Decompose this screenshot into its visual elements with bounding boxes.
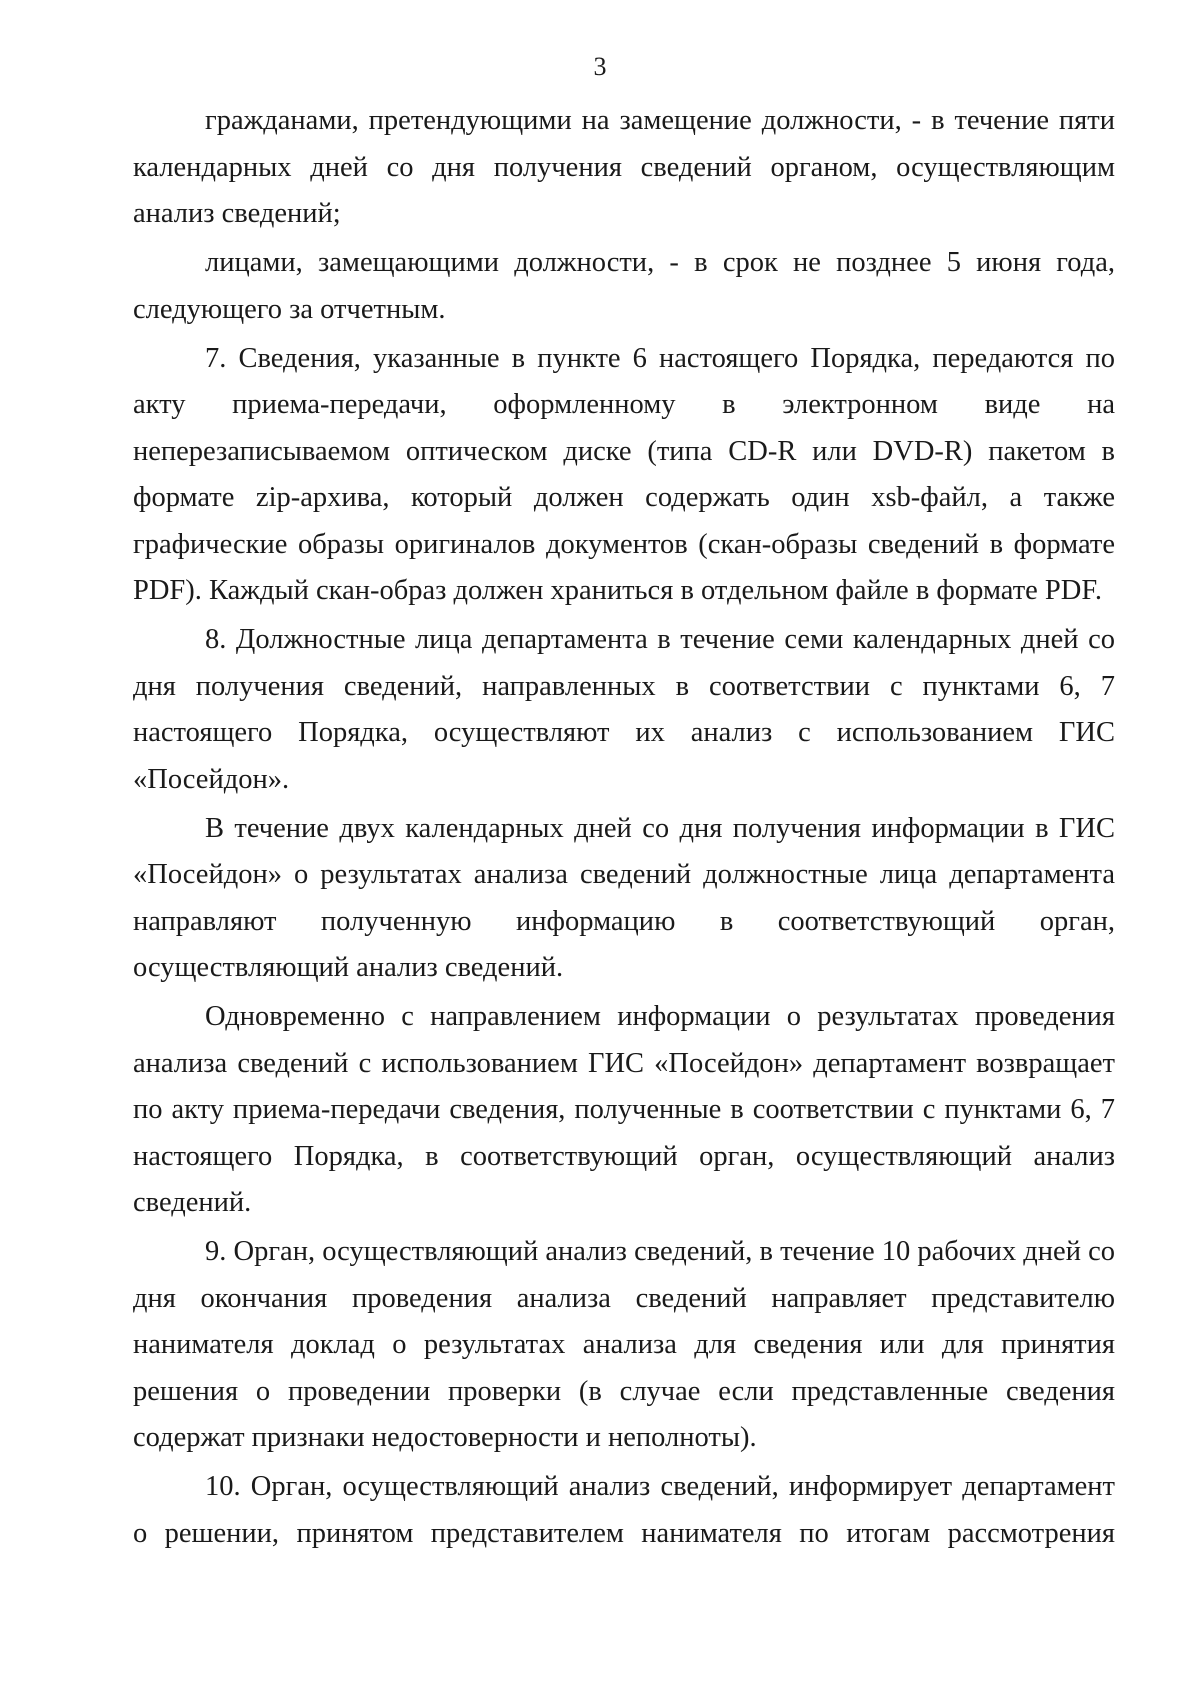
- paragraph-item-8-b: В течение двух календарных дней со дня получения информации в ГИС «Посейдон» о результатах анализа сведений должностные лица департамента направляют полученную информацию в соответствующий орган, осуществляющий анализ сведений.: [133, 812, 1115, 983]
- page-number: 3: [593, 52, 607, 81]
- document-body: [133, 98, 1115, 1560]
- paragraph-item-8-c: Одновременно с направлением информации о результатах проведения анализа сведений с использованием ГИС «Посейдон» департамент возвращает по акту приема-передачи сведения, полученные в соответствии с пунктами 6, 7 настоящего Порядка, в соответствующий орган, осуществляющий анализ сведений.: [133, 1001, 1115, 1218]
- paragraph-item-9: 9. Орган, осуществляющий анализ сведений, в течение 10 рабочих дней со дня окончания проведения анализа сведений направляет представителю нанимателя доклад о результатах анализа для сведения или для принятия решения о проведении проверки (в случае если представленные сведения содержат признаки недостоверности и неполноты).: [133, 1236, 1115, 1453]
- paragraph-item-7: 7. Сведения, указанные в пункте 6 настоящего Порядка, передаются по акту приема-передачи, оформленному в электронном виде на неперезаписываемом оптическом диске (типа CD-R или DVD-R) пакетом в формате zip-архива, который должен содержать один xsb-файл, а также графические образы оригиналов документов (скан-образы сведений в формате PDF). Каждый скан-образ должен храниться в отдельном файле в формате PDF.: [133, 342, 1115, 606]
- paragraph-2: лицами, замещающими должности, - в срок не позднее 5 июня года, следующего за отчетным.: [133, 247, 1115, 325]
- paragraph-1-continuation: гражданами, претендующими на замещение должности, - в течение пяти календарных дней со дня получения сведений органом, осуществляющим анализ сведений;: [133, 105, 1115, 229]
- paragraph-item-8: 8. Должностные лица департамента в течение семи календарных дней со дня получения сведений, направленных в соответствии с пунктами 6, 7 настоящего Порядка, осуществляют их анализ с использованием ГИС «Посейдон».: [133, 624, 1115, 795]
- paragraph-item-10: 10. Орган, осуществляющий анализ сведений, информирует департамент о решении, принятом представителем нанимателя по итогам рассмотрения: [133, 1471, 1115, 1549]
